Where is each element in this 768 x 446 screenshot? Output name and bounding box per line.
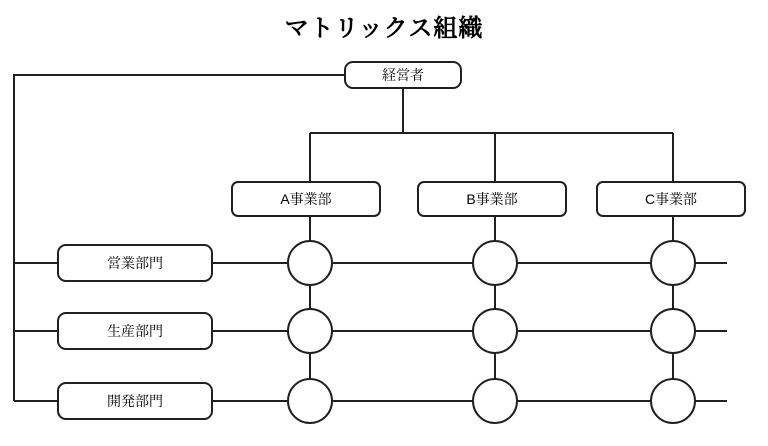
- intersection-node[interactable]: [651, 309, 695, 353]
- intersection-node[interactable]: [288, 379, 332, 423]
- node-department-sales[interactable]: [58, 245, 212, 281]
- intersection-node[interactable]: [651, 379, 695, 423]
- node-executive-label: 経営者: [382, 67, 424, 83]
- node-division-c[interactable]: [597, 182, 745, 216]
- node-division-a[interactable]: [232, 182, 380, 216]
- intersection-node[interactable]: [288, 309, 332, 353]
- node-division-a-label: A事業部: [280, 191, 332, 207]
- node-department-production[interactable]: [58, 313, 212, 349]
- node-division-b[interactable]: [418, 182, 566, 216]
- intersection-node[interactable]: [651, 241, 695, 285]
- node-department-development[interactable]: [58, 383, 212, 419]
- intersection-node[interactable]: [288, 241, 332, 285]
- line-executive-left-rail: [14, 75, 345, 401]
- node-executive[interactable]: [345, 62, 461, 88]
- intersection-node[interactable]: [473, 379, 517, 423]
- node-division-b-label: B事業部: [466, 191, 518, 207]
- node-division-c-label: C事業部: [644, 191, 698, 207]
- node-department-sales-label: 営業部門: [107, 255, 163, 271]
- node-department-production-label: 生産部門: [107, 323, 163, 339]
- intersection-node[interactable]: [473, 241, 517, 285]
- intersection-node[interactable]: [473, 309, 517, 353]
- node-shapes: [58, 62, 745, 423]
- node-department-development-label: 開発部門: [107, 393, 163, 409]
- page-title: マトリックス組織: [284, 15, 484, 42]
